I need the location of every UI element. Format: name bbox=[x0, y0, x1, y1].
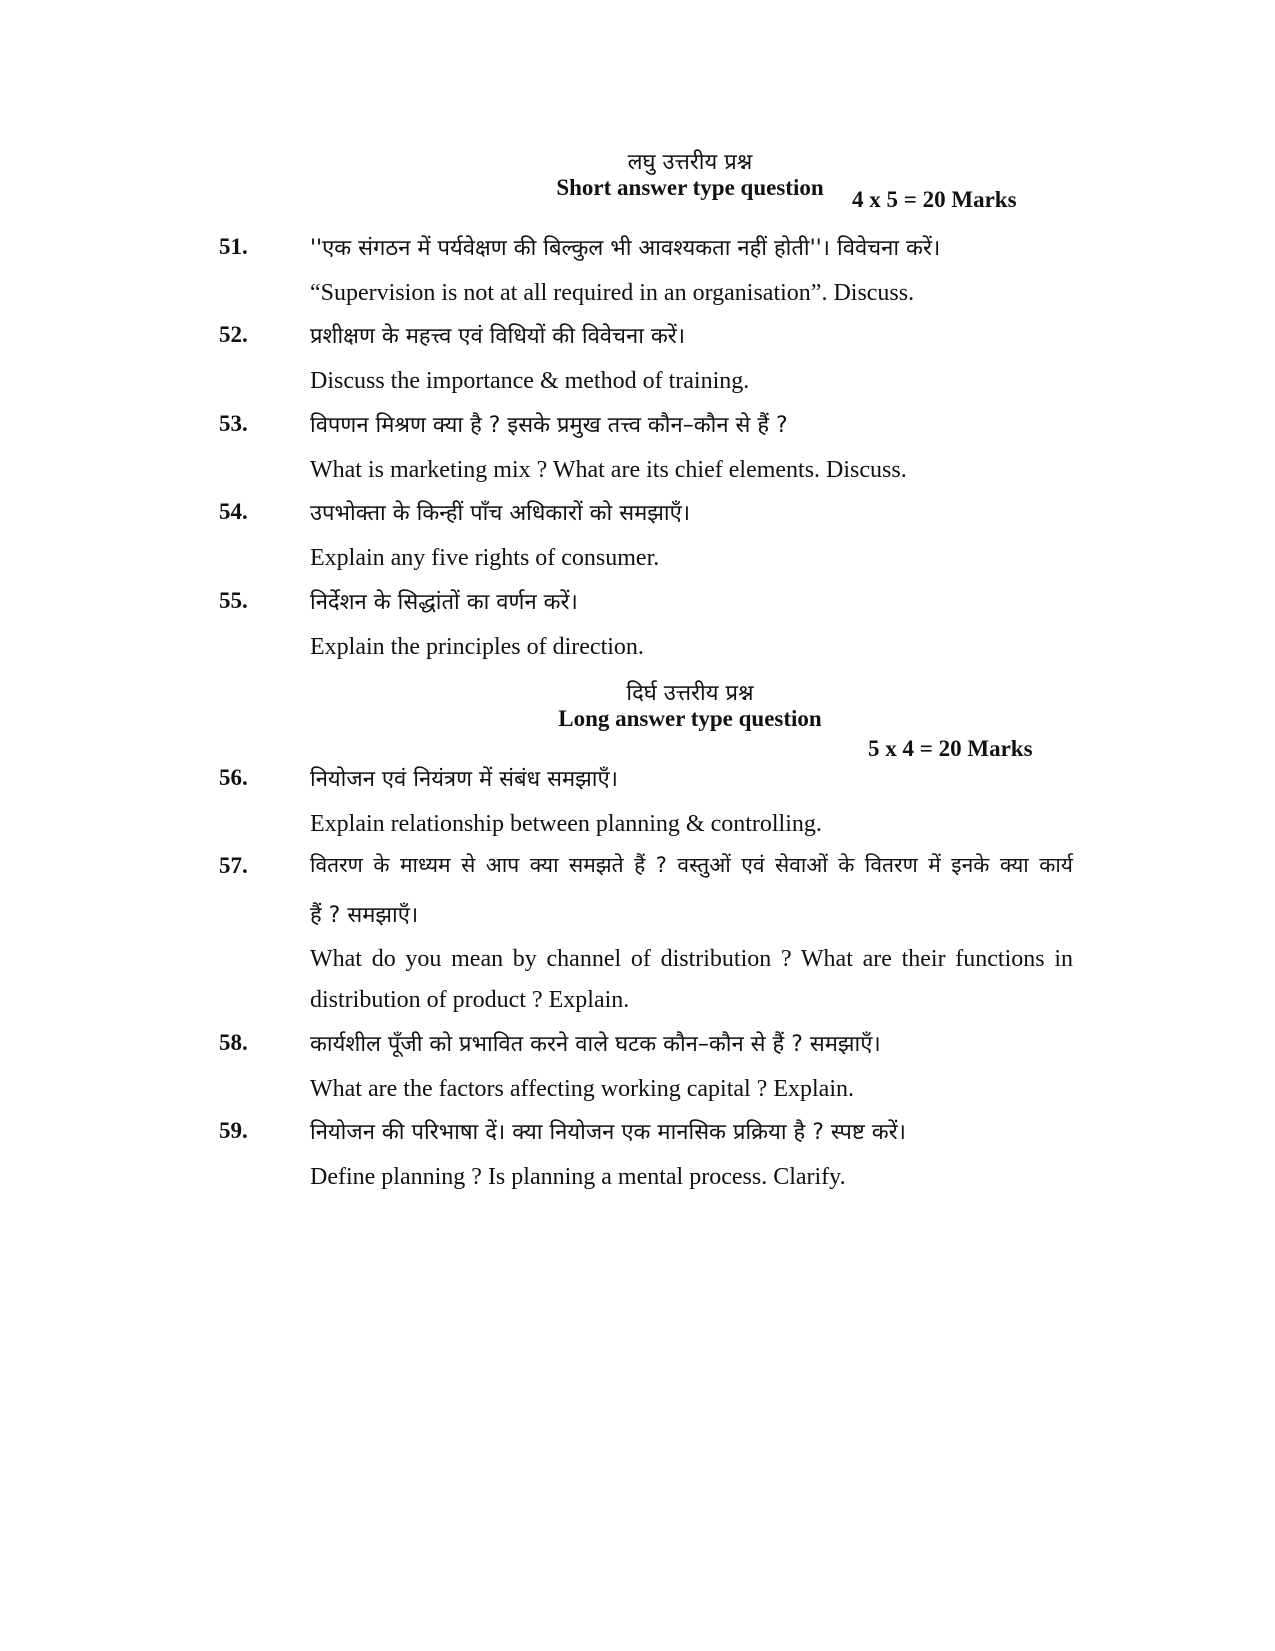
short-section-title-english: Short answer type question bbox=[556, 175, 824, 200]
question-english: What is marketing mix ? What are its chief elements. Discuss. bbox=[310, 457, 907, 483]
long-section-title-hindi: दिर्घ उत्तरीय प्रश्न bbox=[626, 681, 754, 706]
question-hindi: निर्देशन के सिद्धांतों का वर्णन करें। bbox=[310, 590, 578, 615]
question-number: 56. bbox=[219, 765, 248, 790]
short-section-marks: 4 x 5 = 20 Marks bbox=[852, 187, 1017, 212]
question-english: Define planning ? Is planning a mental process. Clarify. bbox=[310, 1164, 846, 1190]
question-number: 55. bbox=[219, 588, 248, 613]
question-hindi: नियोजन एवं नियंत्रण में संबंध समझाएँ। bbox=[310, 767, 618, 792]
question-hindi: कार्यशील पूँजी को प्रभावित करने वाले घटक कौन–कौन से हैं ? समझाएँ। bbox=[310, 1032, 881, 1057]
question-hindi: नियोजन की परिभाषा दें। क्या नियोजन एक मानसिक प्रक्रिया है ? स्पष्ट करें। bbox=[310, 1120, 906, 1145]
question-number: 58. bbox=[219, 1030, 248, 1055]
question-english: What do you mean by channel of distribution ? What are their functions in bbox=[310, 946, 1073, 972]
question-number: 54. bbox=[219, 499, 248, 524]
question-english-continued: distribution of product ? Explain. bbox=[310, 987, 630, 1013]
question-hindi: वितरण के माध्यम से आप क्या समझते हैं ? वस्तुओं एवं सेवाओं के वितरण में इनके क्या कार्य bbox=[310, 853, 1073, 877]
question-hindi: उपभोक्ता के किन्हीं पाँच अधिकारों को समझाएँ। bbox=[310, 501, 691, 526]
question-english: “Supervision is not at all required in an organisation”. Discuss. bbox=[310, 280, 915, 306]
question-english: Explain any five rights of consumer. bbox=[310, 545, 660, 571]
question-english: Discuss the importance & method of training. bbox=[310, 368, 750, 394]
question-number: 57. bbox=[219, 853, 248, 878]
short-section-title-hindi: लघु उत्तरीय प्रश्न bbox=[627, 150, 753, 175]
question-english: Explain the principles of direction. bbox=[310, 634, 644, 660]
question-english: Explain relationship between planning & controlling. bbox=[310, 811, 822, 837]
question-number: 53. bbox=[219, 411, 248, 436]
question-hindi: विपणन मिश्रण क्या है ? इसके प्रमुख तत्त्व कौन–कौन से हैं ? bbox=[310, 413, 788, 438]
question-hindi-continued: हैं ? समझाएँ। bbox=[310, 903, 419, 928]
question-number: 59. bbox=[219, 1118, 248, 1143]
question-english: What are the factors affecting working capital ? Explain. bbox=[310, 1076, 854, 1102]
question-hindi: प्रशीक्षण के महत्त्व एवं विधियों की विवेचना करें। bbox=[310, 324, 686, 349]
question-number: 52. bbox=[219, 322, 248, 347]
question-number: 51. bbox=[219, 234, 248, 259]
long-section-title-english: Long answer type question bbox=[558, 706, 822, 731]
question-hindi: ''एक संगठन में पर्यवेक्षण की बिल्कुल भी आवश्यकता नहीं होती''। विवेचना करें। bbox=[310, 236, 941, 261]
long-section-marks: 5 x 4 = 20 Marks bbox=[868, 736, 1033, 761]
